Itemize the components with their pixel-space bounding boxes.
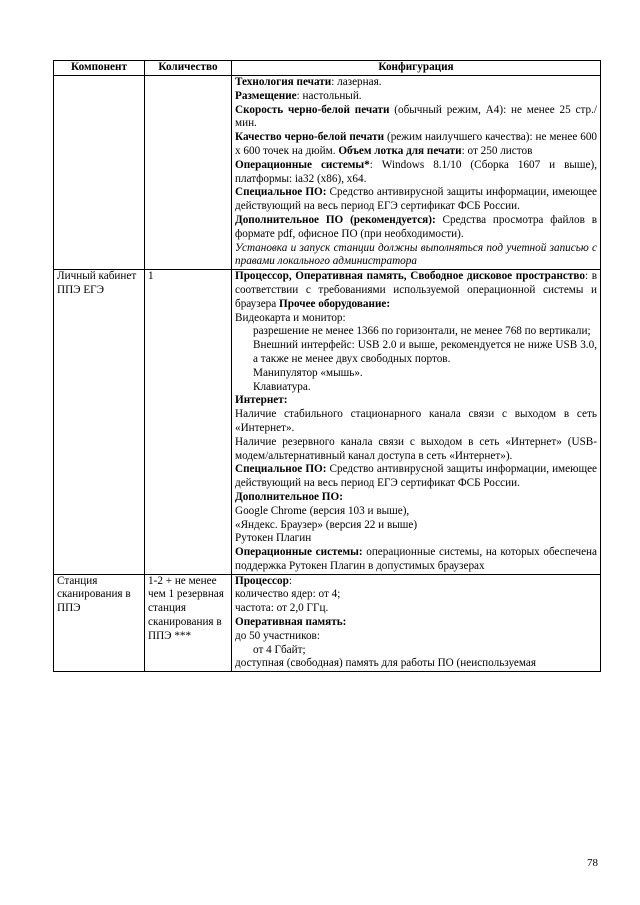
table-row — [54, 76, 601, 270]
table-row — [54, 270, 601, 575]
configuration-cell: Процессор, Оперативная память, Свободное дисковое пространство: в соответствии с требованиями используемой операционной системы и браузера Прочее оборудование: Видеокарта и монитор: разрешение не менее 1366 по горизонтали, не менее 768 по вертикали; Внешний интерфейс: USB 2.0 и выше, рекомендуется не ниже USB 3.0, а также не менее двух свободных портов. Манипулятор «мышь». Клавиатура. Интернет: Наличие стабильного стационарного канала связи с выходом в сеть «Интернет». Наличие резервного канала связи с выходом в сеть «Интернет» (USB-модем/альтернативный канал доступа в сеть «Интернет»). Специальное ПО: Средство антивирусной защиты информации, имеющее действующий на весь период ЕГЭ сертификат ФСБ России. Дополнительное ПО: Google Chrome (версия 103 и выше), «Яндекс. Браузер» (версия 22 и выше) Рутокен Плагин Операционные системы: операционные системы, на которых обеспечена поддержка Рутокен Плагин в допустимых браузерах — [232, 270, 601, 575]
table-row — [54, 574, 601, 672]
component-cell — [54, 76, 145, 270]
quantity-cell: 1-2 + не менее чем 1 резервная станция сканирования в ППЭ *** — [145, 574, 232, 672]
header-configuration: Конфигурация — [232, 61, 601, 76]
requirements-table — [53, 60, 601, 672]
header-quantity: Количество — [145, 61, 232, 76]
quantity-cell: 1 — [145, 270, 232, 575]
quantity-cell — [145, 76, 232, 270]
page-number: 78 — [587, 857, 598, 869]
configuration-cell: Технология печати: лазерная. Размещение: настольный. Скорость черно-белой печати (обычный режим, А4): не менее 25 стр./мин. Качество черно-белой печати (режим наилучшего качества): не менее 600 х 600 точек на дюйм. Объем лотка для печати: от 250 листов Операционные системы*: Windows 8.1/10 (Сборка 1607 и выше), платформы: ia32 (x86), x64. Специальное ПО: Средство антивирусной защиты информации, имеющее действующий на весь период ЕГЭ сертификат ФСБ России. Дополнительное ПО (рекомендуется): Средства просмотра файлов в формате pdf, офисное ПО (при необходимости). Установка и запуск станции должны выполняться под учетной записью с правами локального администратора — [232, 76, 601, 270]
component-cell: Личный кабинет ППЭ ЕГЭ — [54, 270, 145, 575]
header-component: Компонент — [54, 61, 145, 76]
table-header-row — [54, 61, 601, 76]
component-cell: Станция сканирования в ППЭ — [54, 574, 145, 672]
configuration-cell: Процессор: количество ядер: от 4; частота: от 2,0 ГГц. Оперативная память: до 50 участников: от 4 Гбайт; доступная (свободная) память для работы ПО (неиспользуемая — [232, 574, 601, 672]
